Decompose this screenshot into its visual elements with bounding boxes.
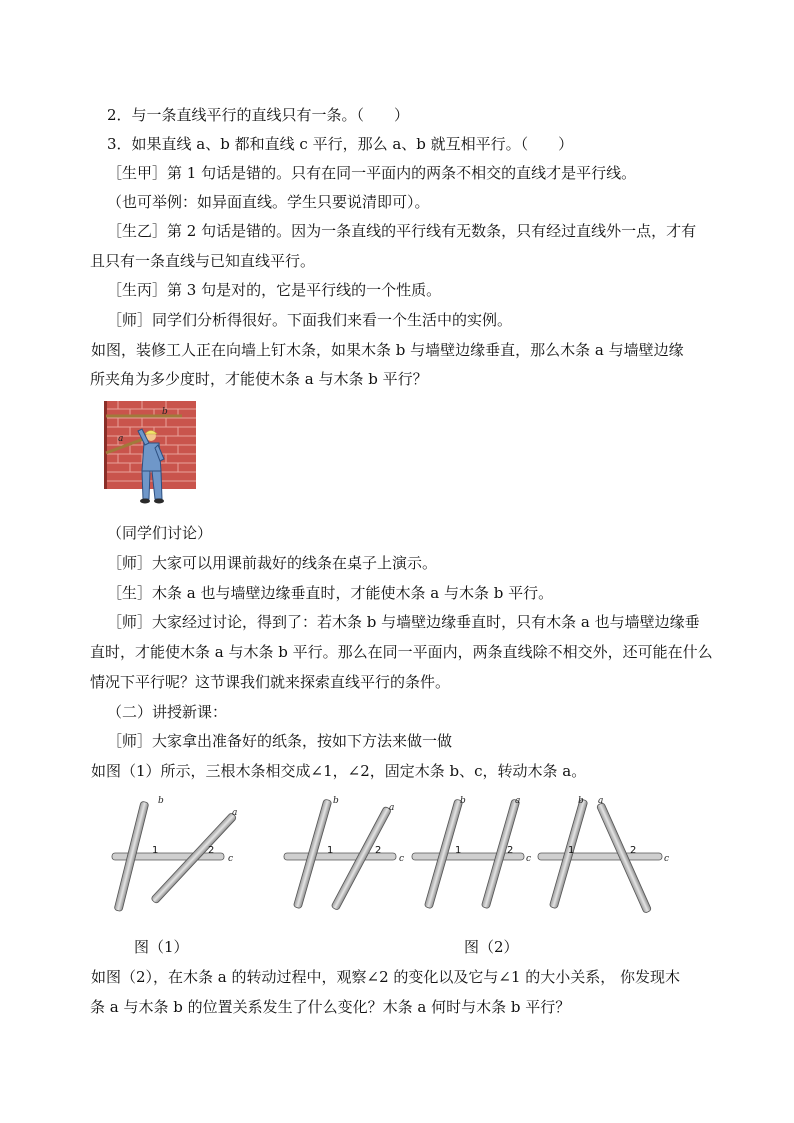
worker-label-b: b [162, 407, 168, 417]
text-line-16: 情况下平行呢？这节课我们就来探索直线平行的条件。 [90, 673, 451, 691]
fig2b-angle-2: 2 [507, 845, 514, 856]
figure-1 [112, 801, 237, 912]
fig2a-angle-1: 1 [327, 845, 334, 856]
fig2b-angle-1: 1 [455, 845, 462, 856]
fig2a-label-c: c [399, 854, 405, 864]
worker-illustration [104, 401, 196, 505]
text-line-9: 如图，装修工人正在向墙上钉木条，如果木条 b 与墙壁边缘垂直，那么木条 a 与墙壁边缘 [91, 341, 684, 359]
caption-figure-1: 图（1） [134, 938, 189, 956]
fig2c-label-a: a [598, 796, 604, 806]
text-line-1: 2．与一条直线平行的直线只有一条。（ ） [107, 106, 410, 124]
text-line-20: 如图（2），在木条 a 的转动过程中，观察∠2 的变化以及它与∠1 的大小关系， 你发现木 [91, 968, 681, 986]
fig1-angle-2: 2 [208, 845, 215, 856]
text-line-6: 且只有一条直线与已知直线平行。 [90, 252, 316, 270]
text-line-17: （二）讲授新课： [107, 703, 228, 721]
caption-figure-2: 图（2） [464, 938, 519, 956]
text-line-2: 3．如果直线 a、b 都和直线 c 平行，那么 a、b 就互相平行。（ ） [107, 135, 574, 153]
text-line-13: ［生］木条 a 也与墙壁边缘垂直时，才能使木条 a 与木条 b 平行。 [107, 584, 554, 602]
text-line-12: ［师］大家可以用课前裁好的线条在桌子上演示。 [107, 554, 438, 572]
fig2c-label-c: c [664, 854, 670, 864]
fig2b-label-b: b [460, 796, 466, 806]
fig1-angle-1: 1 [152, 845, 159, 856]
fig1-label-c: c [228, 854, 234, 864]
text-line-11: （同学们讨论） [107, 524, 213, 542]
figure-2-c [538, 799, 662, 914]
fig2a-label-b: b [333, 796, 339, 806]
text-line-8: ［师］同学们分析得很好。下面我们来看一个生活中的实例。 [107, 311, 513, 329]
text-line-10: 所夹角为多少度时，才能使木条 a 与木条 b 平行？ [90, 370, 428, 388]
text-line-7: ［生丙］第 3 句是对的，它是平行线的一个性质。 [107, 281, 442, 299]
fig2a-label-a: a [389, 803, 395, 813]
text-line-3: ［生甲］第 1 句话是错的。只有在同一平面内的两条不相交的直线才是平行线。 [107, 164, 637, 182]
text-line-14: ［师］大家经过讨论，得到了：若木条 b 与墙壁边缘垂直时，只有木条 a 也与墙壁边缘垂 [107, 613, 700, 631]
fig1-label-a: a [232, 808, 238, 818]
text-line-4: （也可举例：如异面直线。学生只要说清即可）。 [107, 193, 430, 211]
fig2c-angle-1: 1 [568, 845, 575, 856]
text-line-5: ［生乙］第 2 句话是错的。因为一条直线的平行线有无数条，只有经过直线外一点，才有 [107, 222, 697, 240]
worker-label-a: a [118, 434, 124, 444]
text-line-15: 直时，才能使木条 a 与木条 b 平行。那么在同一平面内，两条直线除不相交外，还可能在什么 [90, 643, 713, 661]
fig2b-label-a: a [515, 796, 521, 806]
fig2b-label-c: c [526, 854, 532, 864]
fig2c-angle-2: 2 [630, 845, 637, 856]
text-line-18: ［师］大家拿出准备好的纸条，按如下方法来做一做 [107, 732, 453, 750]
fig2c-label-b: b [578, 796, 584, 806]
wood-strips-figure [104, 790, 684, 920]
text-line-19: 如图（1）所示，三根木条相交成∠1，∠2，固定木条 b、c，转动木条 a。 [91, 762, 587, 780]
text-line-21: 条 a 与木条 b 的位置关系发生了什么变化？木条 a 何时与木条 b 平行？ [90, 998, 571, 1016]
fig1-label-b: b [158, 796, 164, 806]
fig2a-angle-2: 2 [375, 845, 382, 856]
